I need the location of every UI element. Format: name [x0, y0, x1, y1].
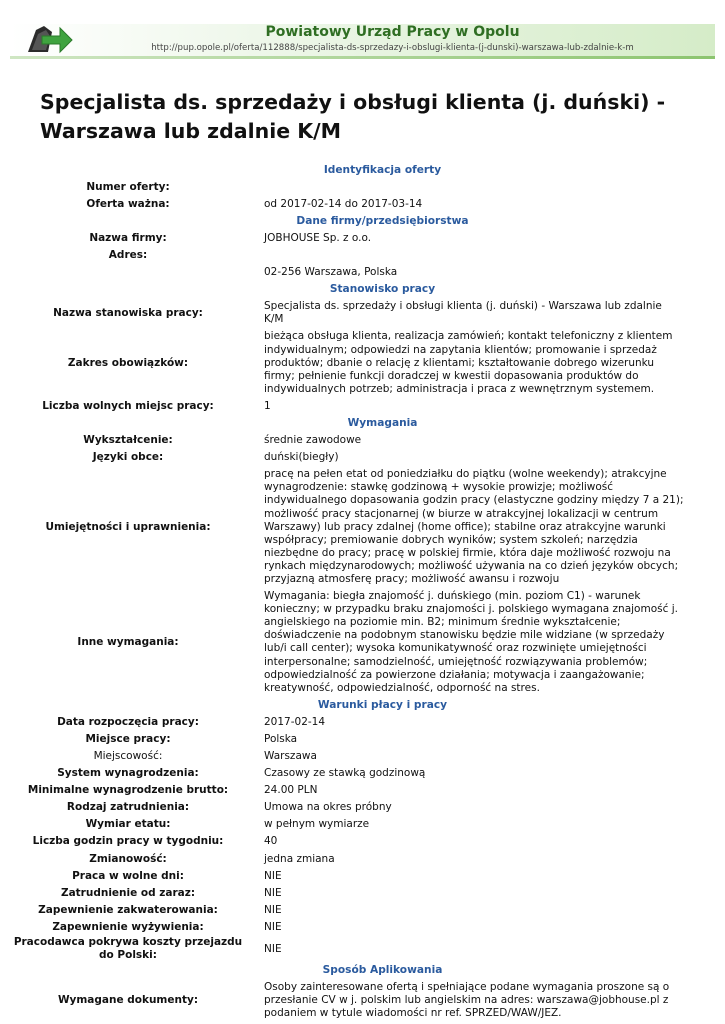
field-value: NIE	[264, 920, 282, 933]
field-rodzaj	[0, 799, 725, 816]
field-value: NIE	[264, 903, 282, 916]
field-value: duński(biegły)	[264, 451, 339, 464]
field-wazna	[0, 196, 725, 213]
field-value: Umowa na okres próbny	[264, 801, 392, 814]
field-label: Oferta ważna:	[86, 198, 170, 211]
field-label: Rodzaj zatrudnienia:	[66, 801, 190, 814]
field-label: Wymiar etatu:	[85, 818, 171, 831]
field-nazwa-firmy	[0, 230, 725, 247]
field-dokumenty	[0, 979, 725, 1022]
field-przejazd	[0, 936, 725, 962]
page-header	[0, 0, 725, 62]
field-label: Języki obce:	[92, 451, 164, 464]
field-label: Miejscowość:	[93, 750, 163, 762]
field-value: 2017-02-14	[264, 715, 326, 728]
field-data-rozpoczecia	[0, 714, 725, 731]
field-label: Liczba godzin pracy w tygodniu:	[32, 835, 224, 848]
field-label: Inne wymagania:	[77, 635, 179, 648]
field-value: Wymagania: biegła znajomość j. duńskiego (min. poziom C1) - warunek konieczny; w przypadku braku znajomości j. polskiego wymagana znajomość j. angielskiego na poziomie min. B2; minimum średnie wykształcenie; doświadczenie na podobnym stanowisku będzie mile widziane (w sprzedaży lub/i call center); wysoka komunikatywność oraz rozwinięte umiejętności interpersonalne; samodzielność, umiejętność rozwiązywania problemów; odpowiedzialność za powierzone działania; motywacja i zaangażowanie; kreatywność, odpowiedzialność, odporność na stres.	[264, 590, 678, 694]
field-label: Numer oferty:	[86, 181, 170, 193]
field-label: Pracodawca pokrywa koszty przejazdu do Polski:	[13, 936, 243, 962]
field-label: Miejsce pracy:	[85, 732, 171, 745]
page-url[interactable]: http://pup.opole.pl/oferta/112888/specjalista-ds-sprzedazy-i-obslugi-klienta-(j-dunski)-warszawa-lub-zdalnie-k-m	[151, 43, 634, 53]
section-wymagania: Wymagania	[347, 417, 418, 430]
field-adres	[0, 247, 725, 281]
field-label: Zmianowość:	[89, 852, 167, 865]
page-title: Specjalista ds. sprzedaży i obsługi klienta (j. duński) - Warszawa lub zdalnie K/M	[40, 90, 666, 143]
field-label: Wykształcenie:	[83, 434, 173, 447]
field-label: Umiejętności i uprawnienia:	[45, 520, 211, 533]
field-miejscowosc	[0, 748, 725, 765]
field-wyksztalcenie	[0, 432, 725, 449]
field-value: 02-256 Warszawa, Polska	[264, 266, 398, 279]
org-title: Powiatowy Urząd Pracy w Opolu	[265, 24, 520, 40]
section-firma: Dane firmy/przedsiębiorstwa	[296, 215, 469, 228]
field-value: NIE	[264, 886, 282, 899]
field-wymiar	[0, 816, 725, 833]
field-value: Polska	[264, 732, 298, 745]
field-miejsce	[0, 731, 725, 748]
field-wyzywienie	[0, 919, 725, 936]
field-label: Adres:	[108, 249, 148, 262]
field-value: 40	[264, 835, 278, 848]
field-value: Warszawa	[264, 750, 317, 762]
field-value: NIE	[264, 942, 282, 955]
field-zmianowosc	[0, 851, 725, 868]
field-zakwaterowanie	[0, 902, 725, 919]
field-min-wynagrodzenie	[0, 782, 725, 799]
field-label: Zapewnienie wyżywienia:	[52, 920, 204, 933]
field-label: Zapewnienie zakwaterowania:	[38, 903, 218, 916]
field-umiejetnosci	[0, 466, 725, 588]
field-label: Liczba wolnych miejsc pracy:	[42, 399, 214, 412]
field-numer	[0, 179, 725, 196]
field-label: Data rozpoczęcia pracy:	[57, 715, 199, 728]
header-green-bar	[10, 56, 715, 59]
field-value: pracę na pełen etat od poniedziałku do piątku (wolne weekendy); atrakcyjne wynagrodzenie: stawkę godzinową + wysokie prowizje; możliwość indywidualnego dopasowania godzin pracy (elastyczne godziny między 7 a 21); możliwość pracy stacjonarnej (w biurze w atrakcyjnej lokalizacji w centrum Warszawy) lub pracy zdalnej (home office); stabilne oraz atrakcyjne warunki współpracy; premiowanie dobrych wyników; system szkoleń; narzędzia niezbędne do pracy; pracę w polskiej firmie, która daje możliwość rozwoju na rynkach międzynarodowych; możliwość używania na co dzień języków obcych; przyjazną atmosferę pracy; możliwość awansu i rozwoju	[264, 468, 684, 585]
field-system	[0, 765, 725, 782]
field-label: Zakres obowiązków:	[67, 356, 189, 369]
field-value: Osoby zainteresowane ofertą i spełniające podane wymagania proszone są o przesłanie CV w j. polskim lub angielskim na adres: warszawa@jobhouse.pl z podaniem w tytule wiadomości nr ref. SPRZED/WAW/JEZ.	[264, 981, 670, 1020]
field-value: NIE	[264, 869, 282, 882]
field-value: jedna zmiana	[264, 852, 335, 865]
field-value: JOBHOUSE Sp. z o.o.	[264, 232, 372, 245]
field-label: Zatrudnienie od zaraz:	[60, 886, 196, 899]
field-value	[256, 186, 684, 190]
field-label: Praca w wolne dni:	[72, 869, 184, 882]
field-liczba-miejsc	[0, 398, 725, 415]
section-aplikowanie: Sposób Aplikowania	[322, 964, 443, 977]
section-stanowisko: Stanowisko pracy	[329, 283, 436, 296]
field-label: Nazwa firmy:	[89, 232, 167, 245]
field-value: bieżąca obsługa klienta, realizacja zamówień; kontakt telefoniczny z klientem indywidualnym; odpowiedzi na zapytania klientów; promowanie i sprzedaż produktów; dbanie o relację z klientami; kształtowanie dobrego wizerunku firmy; pełnienie funkcji doradczej w kwestii dopasowania produktów do indywidualnych potrzeb; administracja i praca z wewnętrznym systemem.	[264, 330, 673, 395]
field-value: średnie zawodowe	[264, 434, 362, 447]
field-nazwa-stanowiska	[0, 298, 725, 328]
field-value: 1	[264, 399, 271, 412]
field-label: Minimalne wynagrodzenie brutto:	[27, 784, 229, 797]
field-value: Specjalista ds. sprzedaży i obsługi klienta (j. duński) - Warszawa lub zdalnie K/M	[264, 300, 662, 326]
section-identyfikacja: Identyfikacja oferty	[323, 164, 442, 176]
field-od-zaraz	[0, 885, 725, 902]
offer-details	[0, 162, 725, 1023]
field-value: Czasowy ze stawką godzinową	[264, 767, 426, 780]
field-label: Nazwa stanowiska pracy:	[53, 306, 203, 319]
field-value: od 2017-02-14 do 2017-03-14	[264, 198, 423, 211]
field-jezyki	[0, 449, 725, 466]
field-wolne-dni	[0, 868, 725, 885]
field-godziny	[0, 833, 725, 850]
field-value: w pełnym wymiarze	[264, 818, 370, 831]
section-warunki: Warunki płacy i pracy	[317, 698, 448, 711]
field-zakres	[0, 328, 725, 397]
field-label: Wymagane dokumenty:	[57, 994, 199, 1007]
field-inne	[0, 588, 725, 697]
field-value: 24.00 PLN	[264, 784, 318, 797]
field-label: System wynagrodzenia:	[57, 767, 199, 780]
